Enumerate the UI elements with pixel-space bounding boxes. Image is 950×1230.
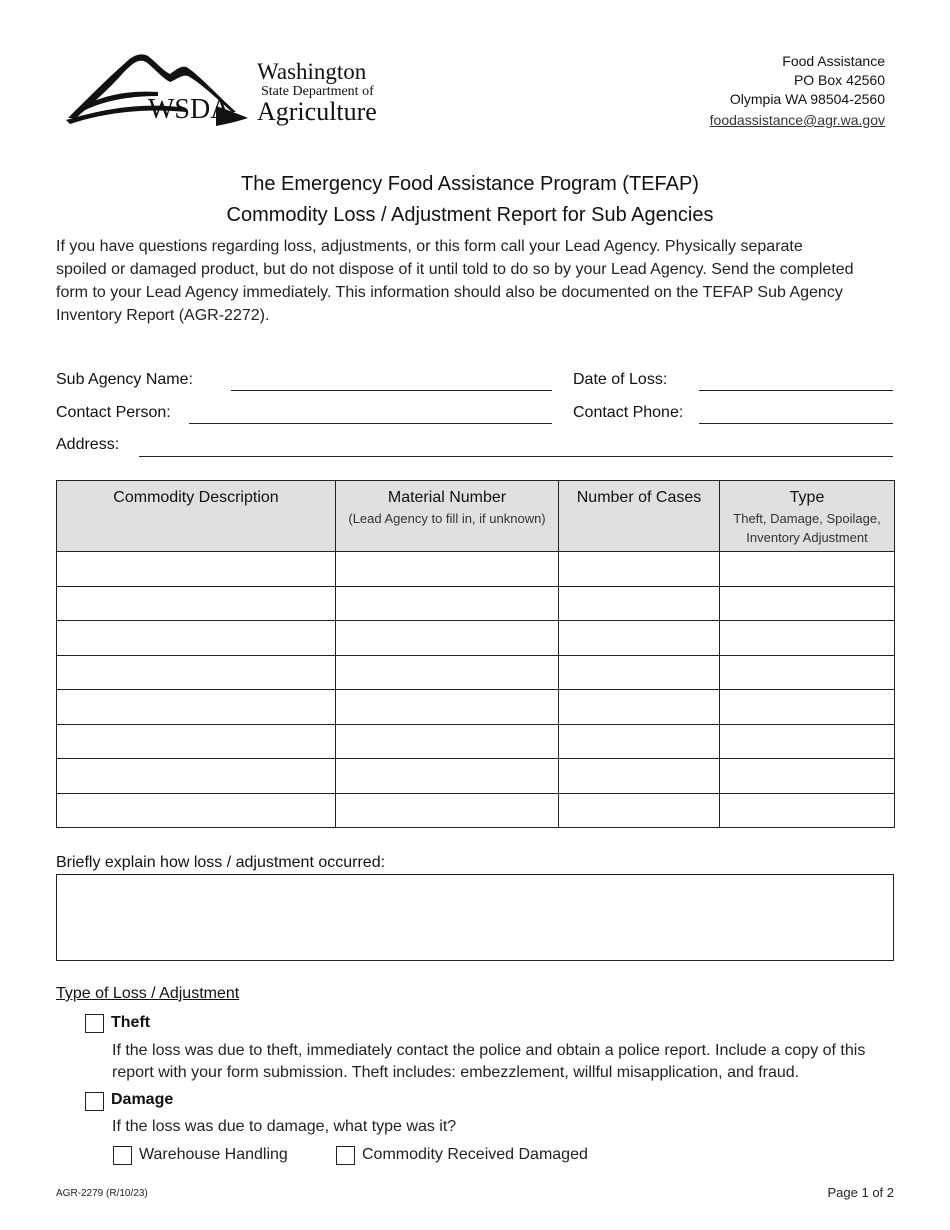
date-of-loss-label: Date of Loss: [573,371,668,388]
table-row [57,655,895,690]
col-type [720,481,895,552]
table-row [57,621,895,656]
col-commodity-description-label: Commodity Description [113,489,279,506]
table-row [57,690,895,725]
col-number-of-cases [559,481,720,552]
table-row [57,793,895,828]
contact-phone-field[interactable] [699,423,893,424]
col-material-number-label: Material Number [387,489,507,506]
page-number: Page 1 of 2 [827,1185,894,1200]
cell-type[interactable] [720,621,895,656]
col-number-of-cases-label: Number of Cases [576,489,702,506]
cell-cases[interactable] [559,621,720,656]
cell-commodity[interactable] [57,655,336,690]
intro-paragraph: If you have questions regarding loss, adjustments, or this form call your Lead Agency. Physically separate spoiled or damaged product, but do not dispose of it until told to do so by your Lead Agency. Send the completed form to your Lead Agency immediately. This information should also be documented on the TEFAP Sub Agency Inventory Report (AGR-2272). [56,238,854,324]
cell-commodity[interactable] [57,552,336,587]
cell-cases[interactable] [559,724,720,759]
received-damaged-checkbox[interactable] [336,1146,355,1165]
address-line-1: Food Assistance [782,53,885,69]
address-field[interactable] [139,456,893,457]
cell-material[interactable] [336,793,559,828]
date-of-loss-field[interactable] [699,390,893,391]
table-row [57,586,895,621]
logo-mark-text: WSDA [148,94,231,125]
damage-label: Damage [111,1091,174,1108]
sub-agency-name-label: Sub Agency Name: [56,371,193,388]
email-link[interactable]: foodassistance@agr.wa.gov [709,112,885,128]
cell-commodity[interactable] [57,724,336,759]
cell-commodity[interactable] [57,621,336,656]
contact-phone-label: Contact Phone: [573,404,684,421]
theft-description: If the loss was due to theft, immediately contact the police and obtain a police report. Include a copy of this report with your form submission. Theft includes: embezzlement, willful misapplication, and fraud. [112,1042,866,1081]
cell-type[interactable] [720,552,895,587]
form-id: AGR-2279 (R/10/23) [56,1188,148,1199]
theft-label: Theft [111,1014,151,1031]
wsda-logo-mountain-icon [66,50,252,130]
org-name-line1: Washington [257,59,367,84]
col-commodity-description [57,481,336,552]
cell-commodity[interactable] [57,793,336,828]
cell-type[interactable] [720,690,895,725]
cell-material[interactable] [336,690,559,725]
address-line-2: PO Box 42560 [793,72,885,88]
contact-person-field[interactable] [189,423,552,424]
cell-type[interactable] [720,655,895,690]
cell-cases[interactable] [559,690,720,725]
org-name-line3: Agriculture [257,97,377,126]
col-type-note: Theft, Damage, Spoilage, Inventory Adjustment [733,511,881,545]
cell-material[interactable] [336,586,559,621]
explain-label: Briefly explain how loss / adjustment occurred: [56,854,386,871]
col-type-label: Type [789,489,825,506]
form-title-line2: Commodity Loss / Adjustment Report for Sub Agencies [226,204,714,226]
cell-type[interactable] [720,759,895,794]
cell-commodity[interactable] [57,586,336,621]
warehouse-handling-checkbox[interactable] [113,1146,132,1165]
form-title-line1: The Emergency Food Assistance Program (TEFAP) [241,173,699,195]
cell-cases[interactable] [559,552,720,587]
table-row [57,724,895,759]
cell-material[interactable] [336,621,559,656]
org-name-line2: State Department of [261,84,374,99]
mailing-address [710,52,885,130]
org-name [257,60,377,125]
cell-cases[interactable] [559,759,720,794]
cell-material[interactable] [336,655,559,690]
damage-checkbox[interactable] [85,1092,104,1111]
cell-type[interactable] [720,793,895,828]
contact-person-label: Contact Person: [56,404,171,421]
cell-cases[interactable] [559,655,720,690]
cell-material[interactable] [336,724,559,759]
address-line-3: Olympia WA 98504-2560 [729,91,885,107]
damage-description: If the loss was due to damage, what type was it? [112,1118,457,1135]
cell-material[interactable] [336,552,559,587]
cell-material[interactable] [336,759,559,794]
col-material-number-note: (Lead Agency to fill in, if unknown) [348,511,546,526]
table-row [57,759,895,794]
explain-textarea[interactable] [56,874,894,961]
cell-cases[interactable] [559,793,720,828]
cell-cases[interactable] [559,586,720,621]
received-damaged-label: Commodity Received Damaged [362,1146,588,1163]
cell-type[interactable] [720,724,895,759]
sub-agency-name-field[interactable] [231,390,552,391]
cell-commodity[interactable] [57,690,336,725]
theft-checkbox[interactable] [85,1014,104,1033]
loss-type-heading: Type of Loss / Adjustment [56,985,240,1002]
cell-commodity[interactable] [57,759,336,794]
cell-type[interactable] [720,586,895,621]
address-label: Address: [56,436,120,453]
warehouse-handling-label: Warehouse Handling [139,1146,288,1163]
col-material-number [336,481,559,552]
table-header-row [57,481,895,552]
commodity-table [56,480,895,828]
table-row [57,552,895,587]
